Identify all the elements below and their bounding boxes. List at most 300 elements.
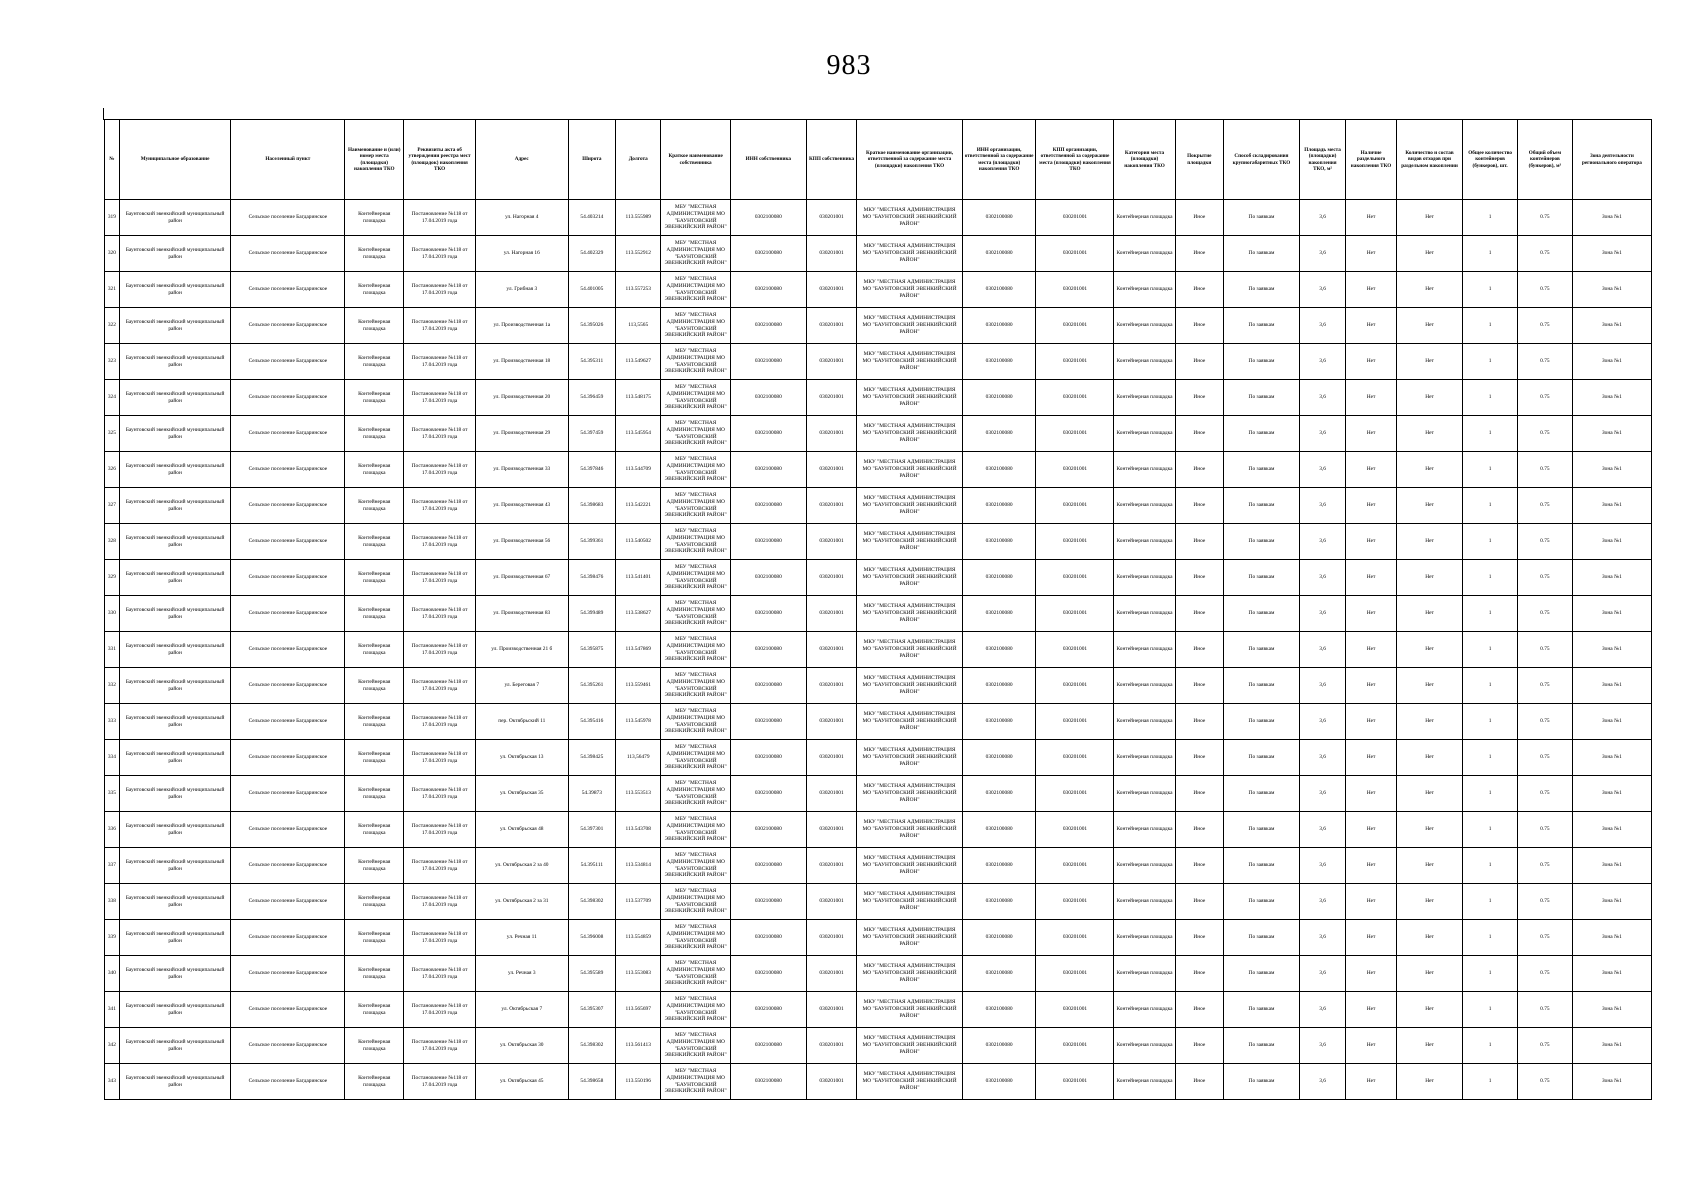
table-cell: 113.545954: [616, 416, 661, 452]
table-cell: 030201001: [1036, 776, 1114, 812]
table-cell: Баунтовский эвенкийский муниципальный район: [119, 668, 231, 704]
table-cell: 0.75: [1518, 560, 1573, 596]
table-cell: 0302100080: [962, 452, 1036, 488]
table-cell: 334: [105, 740, 120, 776]
table-cell: МКУ "МЕСТНАЯ АДМИНИСТРАЦИЯ МО "БАУНТОВСКИЙ ЭВЕНКИЙСКИЙ РАЙОН": [857, 308, 962, 344]
table-cell: 030201001: [806, 560, 857, 596]
table-cell: Сельское поселение Багдаринское: [231, 848, 345, 884]
table-row: [105, 1064, 1652, 1100]
table-cell: 331: [105, 632, 120, 668]
table-cell: МБУ "МЕСТНАЯ АДМИНИСТРАЦИЯ МО "БАУНТОВСКИЙ ЭВЕНКИЙСКИЙ РАЙОН": [661, 560, 731, 596]
table-cell: Контейнерная площадка: [345, 596, 404, 632]
table-cell: Нет: [1396, 344, 1462, 380]
table-cell: Контейнерная площадка: [1114, 272, 1175, 308]
table-cell: По заявкам: [1224, 452, 1300, 488]
table-cell: Нет: [1346, 452, 1397, 488]
table-cell: 3,6: [1299, 992, 1345, 1028]
table-cell: 1: [1463, 452, 1518, 488]
table-cell: 030201001: [1036, 272, 1114, 308]
table-cell: 54.398302: [568, 884, 615, 920]
table-cell: Контейнерная площадка: [345, 560, 404, 596]
table-cell: 113.549627: [616, 344, 661, 380]
table-cell: По заявкам: [1224, 668, 1300, 704]
table-cell: 54.397301: [568, 812, 615, 848]
table-cell: 0.75: [1518, 1028, 1573, 1064]
table-cell: Нет: [1396, 272, 1462, 308]
table-row: [105, 1028, 1652, 1064]
table-cell: 0302100080: [962, 668, 1036, 704]
table-cell: 1: [1463, 416, 1518, 452]
table-cell: Контейнерная площадка: [345, 236, 404, 272]
table-cell: 030201001: [1036, 236, 1114, 272]
table-cell: Зона №1: [1572, 956, 1651, 992]
table-cell: Сельское поселение Багдаринское: [231, 596, 345, 632]
table-cell: Сельское поселение Багдаринское: [231, 740, 345, 776]
table-cell: 3,6: [1299, 704, 1345, 740]
table-cell: Нет: [1396, 920, 1462, 956]
table-cell: Сельское поселение Багдаринское: [231, 884, 345, 920]
table-cell: Сельское поселение Багдаринское: [231, 1028, 345, 1064]
table-cell: 030201001: [806, 776, 857, 812]
table-cell: 1: [1463, 740, 1518, 776]
column-header: КПП собственника: [806, 120, 857, 200]
table-cell: 54.397459: [568, 416, 615, 452]
table-cell: 3,6: [1299, 668, 1345, 704]
table-cell: Сельское поселение Багдаринское: [231, 344, 345, 380]
table-cell: Контейнерная площадка: [1114, 740, 1175, 776]
table-cell: 3,6: [1299, 848, 1345, 884]
table-cell: Сельское поселение Багдаринское: [231, 272, 345, 308]
table-cell: Нет: [1396, 416, 1462, 452]
table-cell: 1: [1463, 668, 1518, 704]
column-header: Количество и состав видов отходов при раздельном накоплении: [1396, 120, 1462, 200]
table-cell: 340: [105, 956, 120, 992]
table-cell: 54.395026: [568, 308, 615, 344]
table-cell: Постановление №118 от 17.04.2019 года: [404, 920, 476, 956]
table-cell: Нет: [1346, 344, 1397, 380]
table-cell: МКУ "МЕСТНАЯ АДМИНИСТРАЦИЯ МО "БАУНТОВСКИЙ ЭВЕНКИЙСКИЙ РАЙОН": [857, 344, 962, 380]
table-cell: 0.75: [1518, 956, 1573, 992]
table-cell: 0302100080: [730, 236, 806, 272]
table-cell: Нет: [1396, 1028, 1462, 1064]
table-cell: Нет: [1396, 560, 1462, 596]
table-cell: 0302100080: [962, 884, 1036, 920]
column-header: Наименование и (или) номер места (площадки) накопления ТКО: [345, 120, 404, 200]
table-cell: Баунтовский эвенкийский муниципальный район: [119, 1064, 231, 1100]
table-cell: 332: [105, 668, 120, 704]
table-cell: Баунтовский эвенкийский муниципальный район: [119, 1028, 231, 1064]
table-cell: 030201001: [806, 308, 857, 344]
table-cell: Зона №1: [1572, 920, 1651, 956]
table-row: [105, 380, 1652, 416]
table-cell: 3,6: [1299, 884, 1345, 920]
table-cell: Баунтовский эвенкийский муниципальный район: [119, 344, 231, 380]
table-cell: Нет: [1346, 668, 1397, 704]
table-row: [105, 524, 1652, 560]
table-row: [105, 632, 1652, 668]
table-cell: 54.398302: [568, 1028, 615, 1064]
table-cell: Контейнерная площадка: [345, 524, 404, 560]
table-cell: 337: [105, 848, 120, 884]
table-cell: Сельское поселение Багдаринское: [231, 632, 345, 668]
table-cell: Сельское поселение Багдаринское: [231, 452, 345, 488]
table-cell: 030201001: [1036, 596, 1114, 632]
table-cell: Нет: [1346, 236, 1397, 272]
table-row: [105, 308, 1652, 344]
table-cell: Баунтовский эвенкийский муниципальный район: [119, 308, 231, 344]
table-cell: 0302100080: [962, 200, 1036, 236]
table-cell: Баунтовский эвенкийский муниципальный район: [119, 452, 231, 488]
table-cell: 3,6: [1299, 236, 1345, 272]
table-cell: 0302100080: [730, 704, 806, 740]
table-cell: 1: [1463, 848, 1518, 884]
table-cell: По заявкам: [1224, 776, 1300, 812]
table-cell: Иное: [1175, 956, 1223, 992]
table-cell: 0.75: [1518, 200, 1573, 236]
column-header: ИНН организации, ответственной за содержание места (площадки) накопления ТКО: [962, 120, 1036, 200]
table-cell: 320: [105, 236, 120, 272]
table-cell: 1: [1463, 632, 1518, 668]
table-cell: МКУ "МЕСТНАЯ АДМИНИСТРАЦИЯ МО "БАУНТОВСКИЙ ЭВЕНКИЙСКИЙ РАЙОН": [857, 380, 962, 416]
table-cell: Контейнерная площадка: [345, 488, 404, 524]
table-cell: 0302100080: [962, 848, 1036, 884]
table-cell: МБУ "МЕСТНАЯ АДМИНИСТРАЦИЯ МО "БАУНТОВСКИЙ ЭВЕНКИЙСКИЙ РАЙОН": [661, 992, 731, 1028]
table-cell: По заявкам: [1224, 596, 1300, 632]
table-cell: 0.75: [1518, 740, 1573, 776]
table-cell: Контейнерная площадка: [1114, 848, 1175, 884]
table-cell: Нет: [1346, 308, 1397, 344]
table-cell: Иное: [1175, 668, 1223, 704]
table-cell: 113,5565: [616, 308, 661, 344]
table-cell: 030201001: [806, 884, 857, 920]
table-cell: Постановление №118 от 17.04.2019 года: [404, 488, 476, 524]
table-cell: ул. Грибная 3: [475, 272, 568, 308]
table-cell: ул. Нагорная 16: [475, 236, 568, 272]
table-cell: 3,6: [1299, 524, 1345, 560]
table-cell: Постановление №118 от 17.04.2019 года: [404, 776, 476, 812]
table-cell: 113.559461: [616, 668, 661, 704]
table-cell: 0302100080: [730, 848, 806, 884]
table-cell: Иное: [1175, 452, 1223, 488]
table-cell: По заявкам: [1224, 1028, 1300, 1064]
table-cell: ул. Производственная 56: [475, 524, 568, 560]
table-cell: Нет: [1396, 668, 1462, 704]
table-cell: По заявкам: [1224, 488, 1300, 524]
table-cell: 343: [105, 1064, 120, 1100]
table-cell: МБУ "МЕСТНАЯ АДМИНИСТРАЦИЯ МО "БАУНТОВСКИЙ ЭВЕНКИЙСКИЙ РАЙОН": [661, 524, 731, 560]
table-cell: 327: [105, 488, 120, 524]
table-cell: Сельское поселение Багдаринское: [231, 308, 345, 344]
table-cell: МКУ "МЕСТНАЯ АДМИНИСТРАЦИЯ МО "БАУНТОВСКИЙ ЭВЕНКИЙСКИЙ РАЙОН": [857, 1064, 962, 1100]
table-cell: МБУ "МЕСТНАЯ АДМИНИСТРАЦИЯ МО "БАУНТОВСКИЙ ЭВЕНКИЙСКИЙ РАЙОН": [661, 344, 731, 380]
table-cell: 0.75: [1518, 920, 1573, 956]
table-cell: Баунтовский эвенкийский муниципальный район: [119, 200, 231, 236]
table-cell: МБУ "МЕСТНАЯ АДМИНИСТРАЦИЯ МО "БАУНТОВСКИЙ ЭВЕНКИЙСКИЙ РАЙОН": [661, 452, 731, 488]
table-cell: Сельское поселение Багдаринское: [231, 380, 345, 416]
table-cell: Постановление №118 от 17.04.2019 года: [404, 380, 476, 416]
table-cell: 0.75: [1518, 488, 1573, 524]
table-cell: Сельское поселение Багдаринское: [231, 416, 345, 452]
table-cell: 54.395261: [568, 668, 615, 704]
table-cell: Постановление №118 от 17.04.2019 года: [404, 1028, 476, 1064]
table-cell: Иное: [1175, 848, 1223, 884]
table-cell: ул. Октябрьская 13: [475, 740, 568, 776]
table-cell: 030201001: [1036, 308, 1114, 344]
table-row: [105, 596, 1652, 632]
table-cell: 1: [1463, 200, 1518, 236]
column-header: Населенный пункт: [231, 120, 345, 200]
table-cell: 113.548175: [616, 380, 661, 416]
table-cell: Нет: [1346, 272, 1397, 308]
table-cell: 0302100080: [730, 416, 806, 452]
table-cell: Иное: [1175, 380, 1223, 416]
table-cell: Зона №1: [1572, 236, 1651, 272]
table-cell: Нет: [1346, 776, 1397, 812]
table-cell: 338: [105, 884, 120, 920]
table-cell: Контейнерная площадка: [1114, 524, 1175, 560]
table-cell: 3,6: [1299, 740, 1345, 776]
table-cell: Сельское поселение Багдаринское: [231, 812, 345, 848]
table-cell: Постановление №118 от 17.04.2019 года: [404, 848, 476, 884]
table-cell: По заявкам: [1224, 236, 1300, 272]
table-cell: МКУ "МЕСТНАЯ АДМИНИСТРАЦИЯ МО "БАУНТОВСКИЙ ЭВЕНКИЙСКИЙ РАЙОН": [857, 956, 962, 992]
table-cell: 0302100080: [962, 344, 1036, 380]
table-cell: 342: [105, 1028, 120, 1064]
table-cell: Нет: [1396, 200, 1462, 236]
table-cell: ул. Производственная 43: [475, 488, 568, 524]
table-cell: Контейнерная площадка: [345, 416, 404, 452]
table-cell: 113.554859: [616, 920, 661, 956]
table-cell: Контейнерная площадка: [345, 776, 404, 812]
table-cell: МБУ "МЕСТНАЯ АДМИНИСТРАЦИЯ МО "БАУНТОВСКИЙ ЭВЕНКИЙСКИЙ РАЙОН": [661, 668, 731, 704]
table-cell: 113.542221: [616, 488, 661, 524]
table-cell: 54.399489: [568, 596, 615, 632]
table-cell: Баунтовский эвенкийский муниципальный район: [119, 884, 231, 920]
table-cell: ул. Производственная 33: [475, 452, 568, 488]
table-cell: 030201001: [1036, 740, 1114, 776]
table-cell: Сельское поселение Багдаринское: [231, 488, 345, 524]
table-cell: Постановление №118 от 17.04.2019 года: [404, 704, 476, 740]
table-cell: 3,6: [1299, 380, 1345, 416]
table-cell: Зона №1: [1572, 488, 1651, 524]
table-cell: Контейнерная площадка: [1114, 236, 1175, 272]
table-cell: 030201001: [806, 668, 857, 704]
table-cell: Нет: [1346, 956, 1397, 992]
column-header: Муниципальное образование: [119, 120, 231, 200]
table-cell: 030201001: [1036, 632, 1114, 668]
table-cell: 113.553083: [616, 956, 661, 992]
table-cell: 3,6: [1299, 200, 1345, 236]
table-cell: 0.75: [1518, 776, 1573, 812]
table-cell: 3,6: [1299, 776, 1345, 812]
table-cell: Баунтовский эвенкийский муниципальный район: [119, 848, 231, 884]
table-cell: ул. Октябрьская 2 за 31: [475, 884, 568, 920]
table-cell: Зона №1: [1572, 308, 1651, 344]
table-cell: Нет: [1346, 740, 1397, 776]
table-cell: Баунтовский эвенкийский муниципальный район: [119, 776, 231, 812]
table-cell: МКУ "МЕСТНАЯ АДМИНИСТРАЦИЯ МО "БАУНТОВСКИЙ ЭВЕНКИЙСКИЙ РАЙОН": [857, 452, 962, 488]
table-cell: 335: [105, 776, 120, 812]
table-cell: 336: [105, 812, 120, 848]
table-cell: Зона №1: [1572, 272, 1651, 308]
table-cell: 030201001: [1036, 956, 1114, 992]
table-cell: МКУ "МЕСТНАЯ АДМИНИСТРАЦИЯ МО "БАУНТОВСКИЙ ЭВЕНКИЙСКИЙ РАЙОН": [857, 884, 962, 920]
table-cell: 030201001: [1036, 524, 1114, 560]
table-cell: 54.395307: [568, 992, 615, 1028]
table-cell: 030201001: [1036, 380, 1114, 416]
table-row: [105, 272, 1652, 308]
table-cell: 322: [105, 308, 120, 344]
table-cell: ул. Производственная 29: [475, 416, 568, 452]
table-cell: 333: [105, 704, 120, 740]
table-cell: Нет: [1396, 884, 1462, 920]
table-cell: ул. Нагорная 4: [475, 200, 568, 236]
table-cell: Нет: [1346, 1064, 1397, 1100]
table-cell: Нет: [1396, 488, 1462, 524]
table-cell: 1: [1463, 524, 1518, 560]
table-cell: 54.398476: [568, 560, 615, 596]
table-cell: Контейнерная площадка: [345, 632, 404, 668]
table-cell: Контейнерная площадка: [345, 740, 404, 776]
table-row: [105, 452, 1652, 488]
table-cell: 54.396008: [568, 920, 615, 956]
table-cell: Нет: [1346, 416, 1397, 452]
table-cell: Баунтовский эвенкийский муниципальный район: [119, 740, 231, 776]
table-cell: МБУ "МЕСТНАЯ АДМИНИСТРАЦИЯ МО "БАУНТОВСКИЙ ЭВЕНКИЙСКИЙ РАЙОН": [661, 1028, 731, 1064]
table-cell: ул. Октябрьская 7: [475, 992, 568, 1028]
table-cell: 113.538627: [616, 596, 661, 632]
table-cell: 0302100080: [962, 380, 1036, 416]
table-cell: Контейнерная площадка: [1114, 884, 1175, 920]
table-cell: МБУ "МЕСТНАЯ АДМИНИСТРАЦИЯ МО "БАУНТОВСКИЙ ЭВЕНКИЙСКИЙ РАЙОН": [661, 704, 731, 740]
table-cell: 030201001: [1036, 992, 1114, 1028]
table-cell: 0302100080: [730, 200, 806, 236]
table-row: [105, 992, 1652, 1028]
table-cell: Нет: [1396, 236, 1462, 272]
table-cell: МБУ "МЕСТНАЯ АДМИНИСТРАЦИЯ МО "БАУНТОВСКИЙ ЭВЕНКИЙСКИЙ РАЙОН": [661, 632, 731, 668]
table-cell: 1: [1463, 380, 1518, 416]
table-cell: Иное: [1175, 272, 1223, 308]
table-cell: МКУ "МЕСТНАЯ АДМИНИСТРАЦИЯ МО "БАУНТОВСКИЙ ЭВЕНКИЙСКИЙ РАЙОН": [857, 416, 962, 452]
table-cell: Иное: [1175, 884, 1223, 920]
table-cell: 329: [105, 560, 120, 596]
table-cell: 3,6: [1299, 560, 1345, 596]
table-cell: По заявкам: [1224, 524, 1300, 560]
table-cell: Контейнерная площадка: [1114, 776, 1175, 812]
table-cell: Контейнерная площадка: [1114, 956, 1175, 992]
table-cell: 0302100080: [730, 740, 806, 776]
column-header: Долгота: [616, 120, 661, 200]
table-cell: ул. Речная 11: [475, 920, 568, 956]
table-cell: 0.75: [1518, 992, 1573, 1028]
table-cell: Постановление №118 от 17.04.2019 года: [404, 344, 476, 380]
table-cell: 030201001: [1036, 1064, 1114, 1100]
table-cell: 0302100080: [730, 524, 806, 560]
table-cell: 0302100080: [962, 1028, 1036, 1064]
table-cell: 0302100080: [730, 308, 806, 344]
column-header: №: [105, 120, 120, 200]
table-cell: 0302100080: [962, 596, 1036, 632]
table-cell: Контейнерная площадка: [345, 704, 404, 740]
table-cell: Контейнерная площадка: [1114, 308, 1175, 344]
table-cell: 1: [1463, 920, 1518, 956]
table-cell: 0.75: [1518, 416, 1573, 452]
table-cell: 030201001: [1036, 452, 1114, 488]
table-cell: Баунтовский эвенкийский муниципальный район: [119, 416, 231, 452]
table-cell: 030201001: [1036, 704, 1114, 740]
table-cell: По заявкам: [1224, 956, 1300, 992]
table-cell: 0302100080: [962, 416, 1036, 452]
table-cell: 0302100080: [962, 308, 1036, 344]
table-cell: 1: [1463, 344, 1518, 380]
table-cell: 0302100080: [962, 560, 1036, 596]
column-header: Краткое наименование собственника: [661, 120, 731, 200]
table-cell: Нет: [1346, 488, 1397, 524]
table-cell: Баунтовский эвенкийский муниципальный район: [119, 236, 231, 272]
table-cell: 0.75: [1518, 848, 1573, 884]
table-cell: 113.537709: [616, 884, 661, 920]
table-cell: Сельское поселение Багдаринское: [231, 668, 345, 704]
table-cell: 0.75: [1518, 668, 1573, 704]
table-cell: 030201001: [1036, 848, 1114, 884]
table-cell: 030201001: [806, 848, 857, 884]
table-cell: 030201001: [806, 740, 857, 776]
table-cell: По заявкам: [1224, 344, 1300, 380]
table-cell: Контейнерная площадка: [1114, 992, 1175, 1028]
table-cell: МКУ "МЕСТНАЯ АДМИНИСТРАЦИЯ МО "БАУНТОВСКИЙ ЭВЕНКИЙСКИЙ РАЙОН": [857, 740, 962, 776]
table-cell: 54.398425: [568, 740, 615, 776]
table-cell: 0302100080: [962, 812, 1036, 848]
table-cell: Контейнерная площадка: [345, 380, 404, 416]
table-cell: Контейнерная площадка: [345, 884, 404, 920]
table-cell: 0302100080: [962, 956, 1036, 992]
table-cell: 030201001: [806, 488, 857, 524]
table-cell: Контейнерная площадка: [345, 920, 404, 956]
table-cell: 030201001: [1036, 884, 1114, 920]
table-cell: Постановление №118 от 17.04.2019 года: [404, 524, 476, 560]
table-cell: 0.75: [1518, 344, 1573, 380]
table-cell: По заявкам: [1224, 884, 1300, 920]
table-cell: 325: [105, 416, 120, 452]
table-cell: Зона №1: [1572, 848, 1651, 884]
table-cell: 030201001: [806, 632, 857, 668]
table-cell: Постановление №118 от 17.04.2019 года: [404, 452, 476, 488]
table-cell: По заявкам: [1224, 992, 1300, 1028]
table-cell: 113.552912: [616, 236, 661, 272]
table-cell: 1: [1463, 1064, 1518, 1100]
table-cell: 1: [1463, 992, 1518, 1028]
table-cell: 341: [105, 992, 120, 1028]
table-cell: 0302100080: [730, 920, 806, 956]
table-cell: Нет: [1396, 812, 1462, 848]
table-cell: 54.402329: [568, 236, 615, 272]
table-cell: 0302100080: [962, 524, 1036, 560]
table-row: [105, 560, 1652, 596]
table-cell: 54.396459: [568, 380, 615, 416]
table-cell: МБУ "МЕСТНАЯ АДМИНИСТРАЦИЯ МО "БАУНТОВСКИЙ ЭВЕНКИЙСКИЙ РАЙОН": [661, 740, 731, 776]
table-cell: Сельское поселение Багдаринское: [231, 200, 345, 236]
table-cell: Нет: [1346, 812, 1397, 848]
table-cell: 113.540502: [616, 524, 661, 560]
table-cell: Нет: [1396, 596, 1462, 632]
table-cell: ул. Октябрьская 2 за 40: [475, 848, 568, 884]
table-cell: 0.75: [1518, 884, 1573, 920]
table-cell: 030201001: [806, 344, 857, 380]
table-cell: МКУ "МЕСТНАЯ АДМИНИСТРАЦИЯ МО "БАУНТОВСКИЙ ЭВЕНКИЙСКИЙ РАЙОН": [857, 920, 962, 956]
table-cell: 0302100080: [730, 344, 806, 380]
table-cell: 0302100080: [730, 1028, 806, 1064]
table-cell: Баунтовский эвенкийский муниципальный район: [119, 596, 231, 632]
